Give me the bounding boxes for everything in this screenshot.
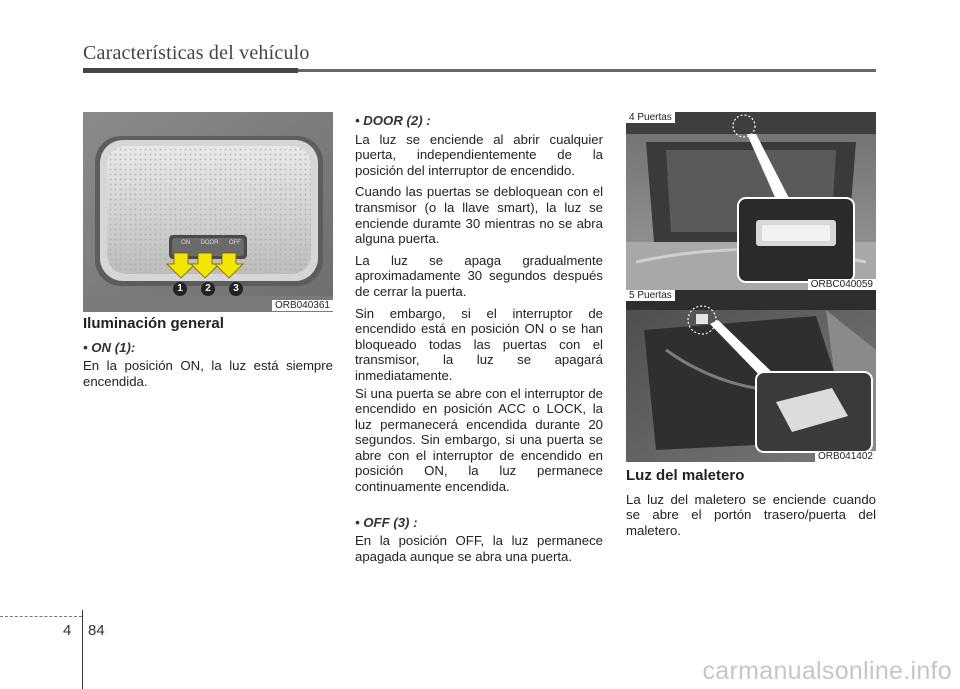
switch-label-on: ON [181, 240, 191, 246]
column-2 [355, 113, 603, 570]
section-title: Características del vehículo [83, 42, 310, 64]
door-paragraph-4: Sin embargo, si el interruptor de encendido está en posición ON o se han bloqueado todas las puertas con el transmisor, la luz se apagará inmediatamente. [355, 305, 603, 383]
trunk-4-door-code: ORBC040059 [808, 279, 876, 290]
trunk-5-door-code: ORB041402 [815, 451, 876, 462]
callout-numbers [173, 282, 243, 296]
on-label: • ON (1): [83, 339, 136, 355]
off-text: En la posición OFF, la luz permanece apagada aunque se abra una puerta. [355, 533, 603, 564]
trunk-4-door-figure [626, 112, 876, 290]
callout-1: 1 [173, 282, 187, 296]
chapter-number: 4 [63, 622, 72, 639]
trunk-text: La luz del maletero se enciende cuando se abre el portón trasero/puerta del maletero. [626, 491, 876, 538]
page-number: 84 [88, 622, 105, 639]
switch-label-off: OFF [228, 240, 241, 246]
figure-code: ORB040361 [272, 300, 333, 311]
door-label: • DOOR (2) : [355, 113, 431, 128]
spacer [355, 501, 603, 515]
door-paragraph-5: Si una puerta se abre con el interruptor de encendido en posición ACC o LOCK, la luz permanecerá encendida durante 20 segundos. Sin embargo, si una puerta se abre con el interruptor de encendido en posición ON, la luz permanece continuamente encendida. [355, 385, 603, 495]
switch-labels [176, 240, 246, 246]
trunk-heading: Luz del maletero [626, 467, 745, 484]
callout-3: 3 [229, 282, 243, 296]
footer-vline [82, 610, 83, 689]
door-paragraph-1: La luz se enciende al abrir cualquier puerta, independientemente de la posición del interruptor de encendido. [355, 131, 603, 178]
door-paragraph-2: Cuando las puertas se debloquean con el transmisor (o la llave smart), la luz se enciende duramte 30 mientras no se abra alguna puerta. [355, 184, 603, 247]
section-heading: Iluminación general [83, 315, 224, 332]
column-1 [83, 316, 333, 395]
trunk-5-door-figure [626, 290, 876, 462]
trunk-5-door-illustration [626, 290, 876, 462]
dome-lamp-figure [83, 112, 333, 312]
trunk-4-door-label: 4 Puertas [626, 112, 675, 123]
off-label: • OFF (3) : [355, 514, 418, 530]
column-3 [626, 468, 876, 544]
trunk-4-door-illustration [626, 112, 876, 290]
switch-label-door: DOOR [200, 240, 219, 246]
door-paragraph-3: La luz se apaga gradualmente aproximadamente 30 segundos después de cerrar la puerta. [355, 252, 603, 299]
on-text: En la posición ON, la luz está siempre encendida. [83, 358, 333, 389]
watermark: carmanualsonline.info [702, 657, 952, 685]
trunk-5-door-label: 5 Puertas [626, 290, 675, 301]
callout-2: 2 [201, 282, 215, 296]
header-rule-accent [83, 68, 298, 73]
footer-hline [0, 616, 82, 618]
